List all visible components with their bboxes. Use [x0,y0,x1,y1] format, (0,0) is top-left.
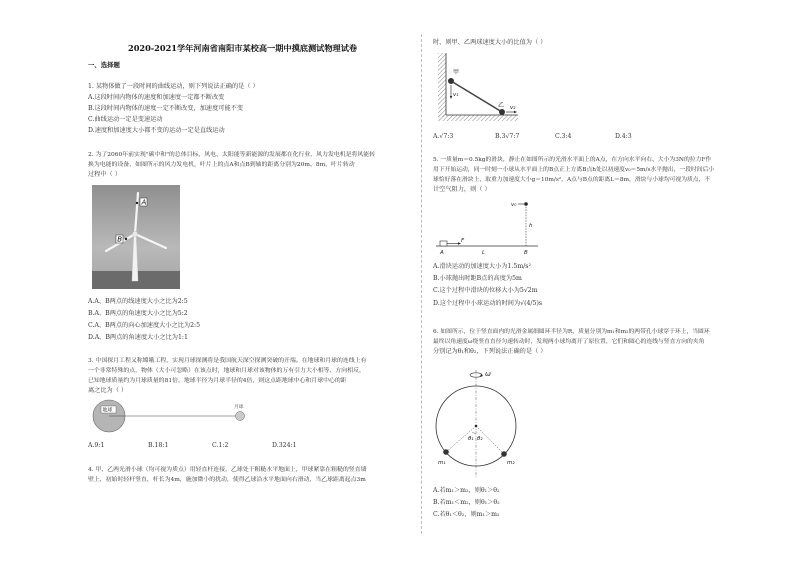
q2-stem-line1: 2. 为了2060年前实现"碳中和"的总体目标，风电、太阳能等新能源的发展都在化行业，风力发电机是将风能转 [88,152,376,158]
q2-option-d: D.A、B两点的角速度大小之比为1:1 [88,334,188,341]
moon-circle [236,412,245,421]
q5-stem-line3: 球恰好落在滑块上，取重力加速度大小g＝10m/s²，A点与B点的距离L＝8m，滑块与小球均可视为质点，不 [433,177,711,183]
label-point-a: A [440,250,444,256]
block-projectile-figure [434,196,544,258]
q3-stem-line4: 离之比为（ ） [88,387,128,394]
q3-option-c: C.1:2 [212,442,229,449]
label-f: F [461,238,465,244]
label-a: A [141,198,147,207]
label-h: h [529,223,533,229]
q3-option-a: A.9:1 [88,442,105,449]
q5-option-c: C.这个过程中滑块的位移大小为5√2m [433,287,538,294]
q3-option-b: B.18:1 [148,442,169,449]
q1-option-a: A.这段时间内物体的速度和加速度一定都不断改变 [88,94,225,101]
label-b: B [117,235,123,244]
q1-option-d: D.速度和加速度大小都不变的运动一定是直线运动 [88,127,225,134]
earth-label: 地球 [102,407,113,414]
q2-option-c: C.A、B两点的向心加速度大小之比为2:5 [88,322,201,329]
q3-stem-line3: 已知地球质量约为月球质量的81倍，地球半径为月球半径的4倍，则这点距地球中心和月球中心的距 [88,378,347,384]
q4-option-d: D.4:3 [615,133,632,140]
section-heading: 一、选择题 [88,61,120,69]
label-yi: 乙 [498,102,505,109]
label-l: L [482,250,486,256]
q1-option-c: C.曲线运动一定是变速运动 [88,116,163,123]
q4-option-b: B.3√7:7 [495,133,520,140]
label-v1: v₁ [453,92,459,98]
label-theta1: θ₁ [468,436,474,442]
q6-option-a: A.若m₁＞m₂，则θ₁＞θ₂ [433,487,500,494]
q3-option-d: D.324:1 [272,442,297,449]
ball-m2 [501,451,507,457]
q6-option-b: B.若m₁＜m₂，则θ₁＞θ₂ [433,499,500,506]
label-point-b: B [524,250,528,256]
rotating-ring-figure [434,366,534,480]
label-theta2: θ₂ [477,436,483,442]
q4-option-c: C.3:4 [555,133,572,140]
label-m1: m₁ [438,460,446,466]
q3-stem-line2: 一个非常特殊的点，物体（大小可忽略）在该点时，地球和月球对该物体的万有引力大小相等、方向相反， [88,368,365,374]
label-jia: 甲 [453,69,460,76]
q5-option-d: D.这个过程中小球运动的时间为√(4/5)s [433,300,543,307]
q5-stem-line2: 用下开始运动，同一时刻一小球从水平面上的B点正上方离B点h处以初速度v₀＝5m/s水平抛出，一段时间后小 [433,167,715,173]
rod-wall-figure [436,51,522,123]
q6-stem-line2: 最终以角速度ω绕竖直直径匀速转动时，发现两小球均离开了原位置，它们和圆心的连线与竖直方向的夹角 [433,339,705,345]
q1-stem: 1. 某物体做了一段时间的曲线运动，则下列说法正确的是（ ） [88,83,259,90]
wind-turbine-photo [92,185,180,289]
q4-stem-line1: 4. 甲、乙两光滑小球（均可视为质点）用轻直杆连接，乙球处于粗糙水平地面上，甲球紧靠在粗糙的竖直墙 [88,467,367,473]
q2-stem-line2: 换为电能的设备，如图所示的风力发电机，叶片上的点A和点B到轴的距离分别为20m、8m，叶片转动 [88,162,355,168]
label-m2: m₂ [507,460,515,466]
ball-m1 [443,449,449,455]
q2-stem-line3: 过程中（ ） [88,171,121,178]
q5-option-b: B.小球抛出时距B点的高度为5m [433,275,522,282]
q5-stem-line4: 计空气阻力，则（ ） [433,186,491,193]
q4-option-a: A.√7:3 [433,133,454,140]
q4-stem-line2: 壁上，初始时轻杆竖直，杆长为4m，施加微小的扰动，使得乙球沿水平地面向右滑动，当乙球距离起点3m [88,477,366,483]
q2-option-a: A.A、B两点的线速度大小之比为2:5 [88,298,188,305]
column-divider [421,34,422,534]
label-v0: v₀ [511,202,517,208]
q2-option-b: B.A、B两点的角速度大小之比为5:2 [88,310,188,317]
q6-option-c: C.若θ₁＜θ₂，则m₁＞m₂ [433,511,500,518]
point-a-marker [136,202,138,204]
ball [524,202,528,206]
q1-option-b: B.这段时间内物体的速度一定不断改变，加速度可能不变 [88,105,244,112]
rod [451,81,505,112]
q5-stem-line1: 5. 一质量m＝0.5kg的滑块，静止在如图所示的光滑水平面上的A点，在方向水平向右、大小为3N的拉力F作 [433,157,712,163]
point-b-marker [125,238,127,240]
block [440,241,447,246]
exam-title: 2020-2021学年河南省南阳市某校高一期中摸底测试物理试卷 [128,43,358,53]
q5-option-a: A.滑块运动的加速度大小为1.5m/s² [433,263,531,270]
ball-yi [499,109,505,115]
moon-label: 月球 [234,405,244,410]
q4-stem-continued: 时，则甲、乙两球速度大小的比值为（ ） [433,39,547,46]
label-omega: ω [485,370,491,378]
label-v2: v₂ [510,105,516,111]
q3-stem-line1: 3. 中国探月工程又称嫦娥工程，实现月球探测将是我国航天深空探测突破的开端。在地球和月球的连线上有 [88,358,367,364]
earth-moon-figure [92,398,282,434]
ball-jia [448,78,454,84]
q6-stem-line3: 分别记为θ₁和θ₂，下列说法正确的是（ ） [433,348,547,355]
q6-stem-line1: 6. 如图所示，位于竖直面内的光滑金属细圆环半径为R，质量分别为m₁和m₂的两带孔小球穿于环上，当圆环 [433,329,710,335]
